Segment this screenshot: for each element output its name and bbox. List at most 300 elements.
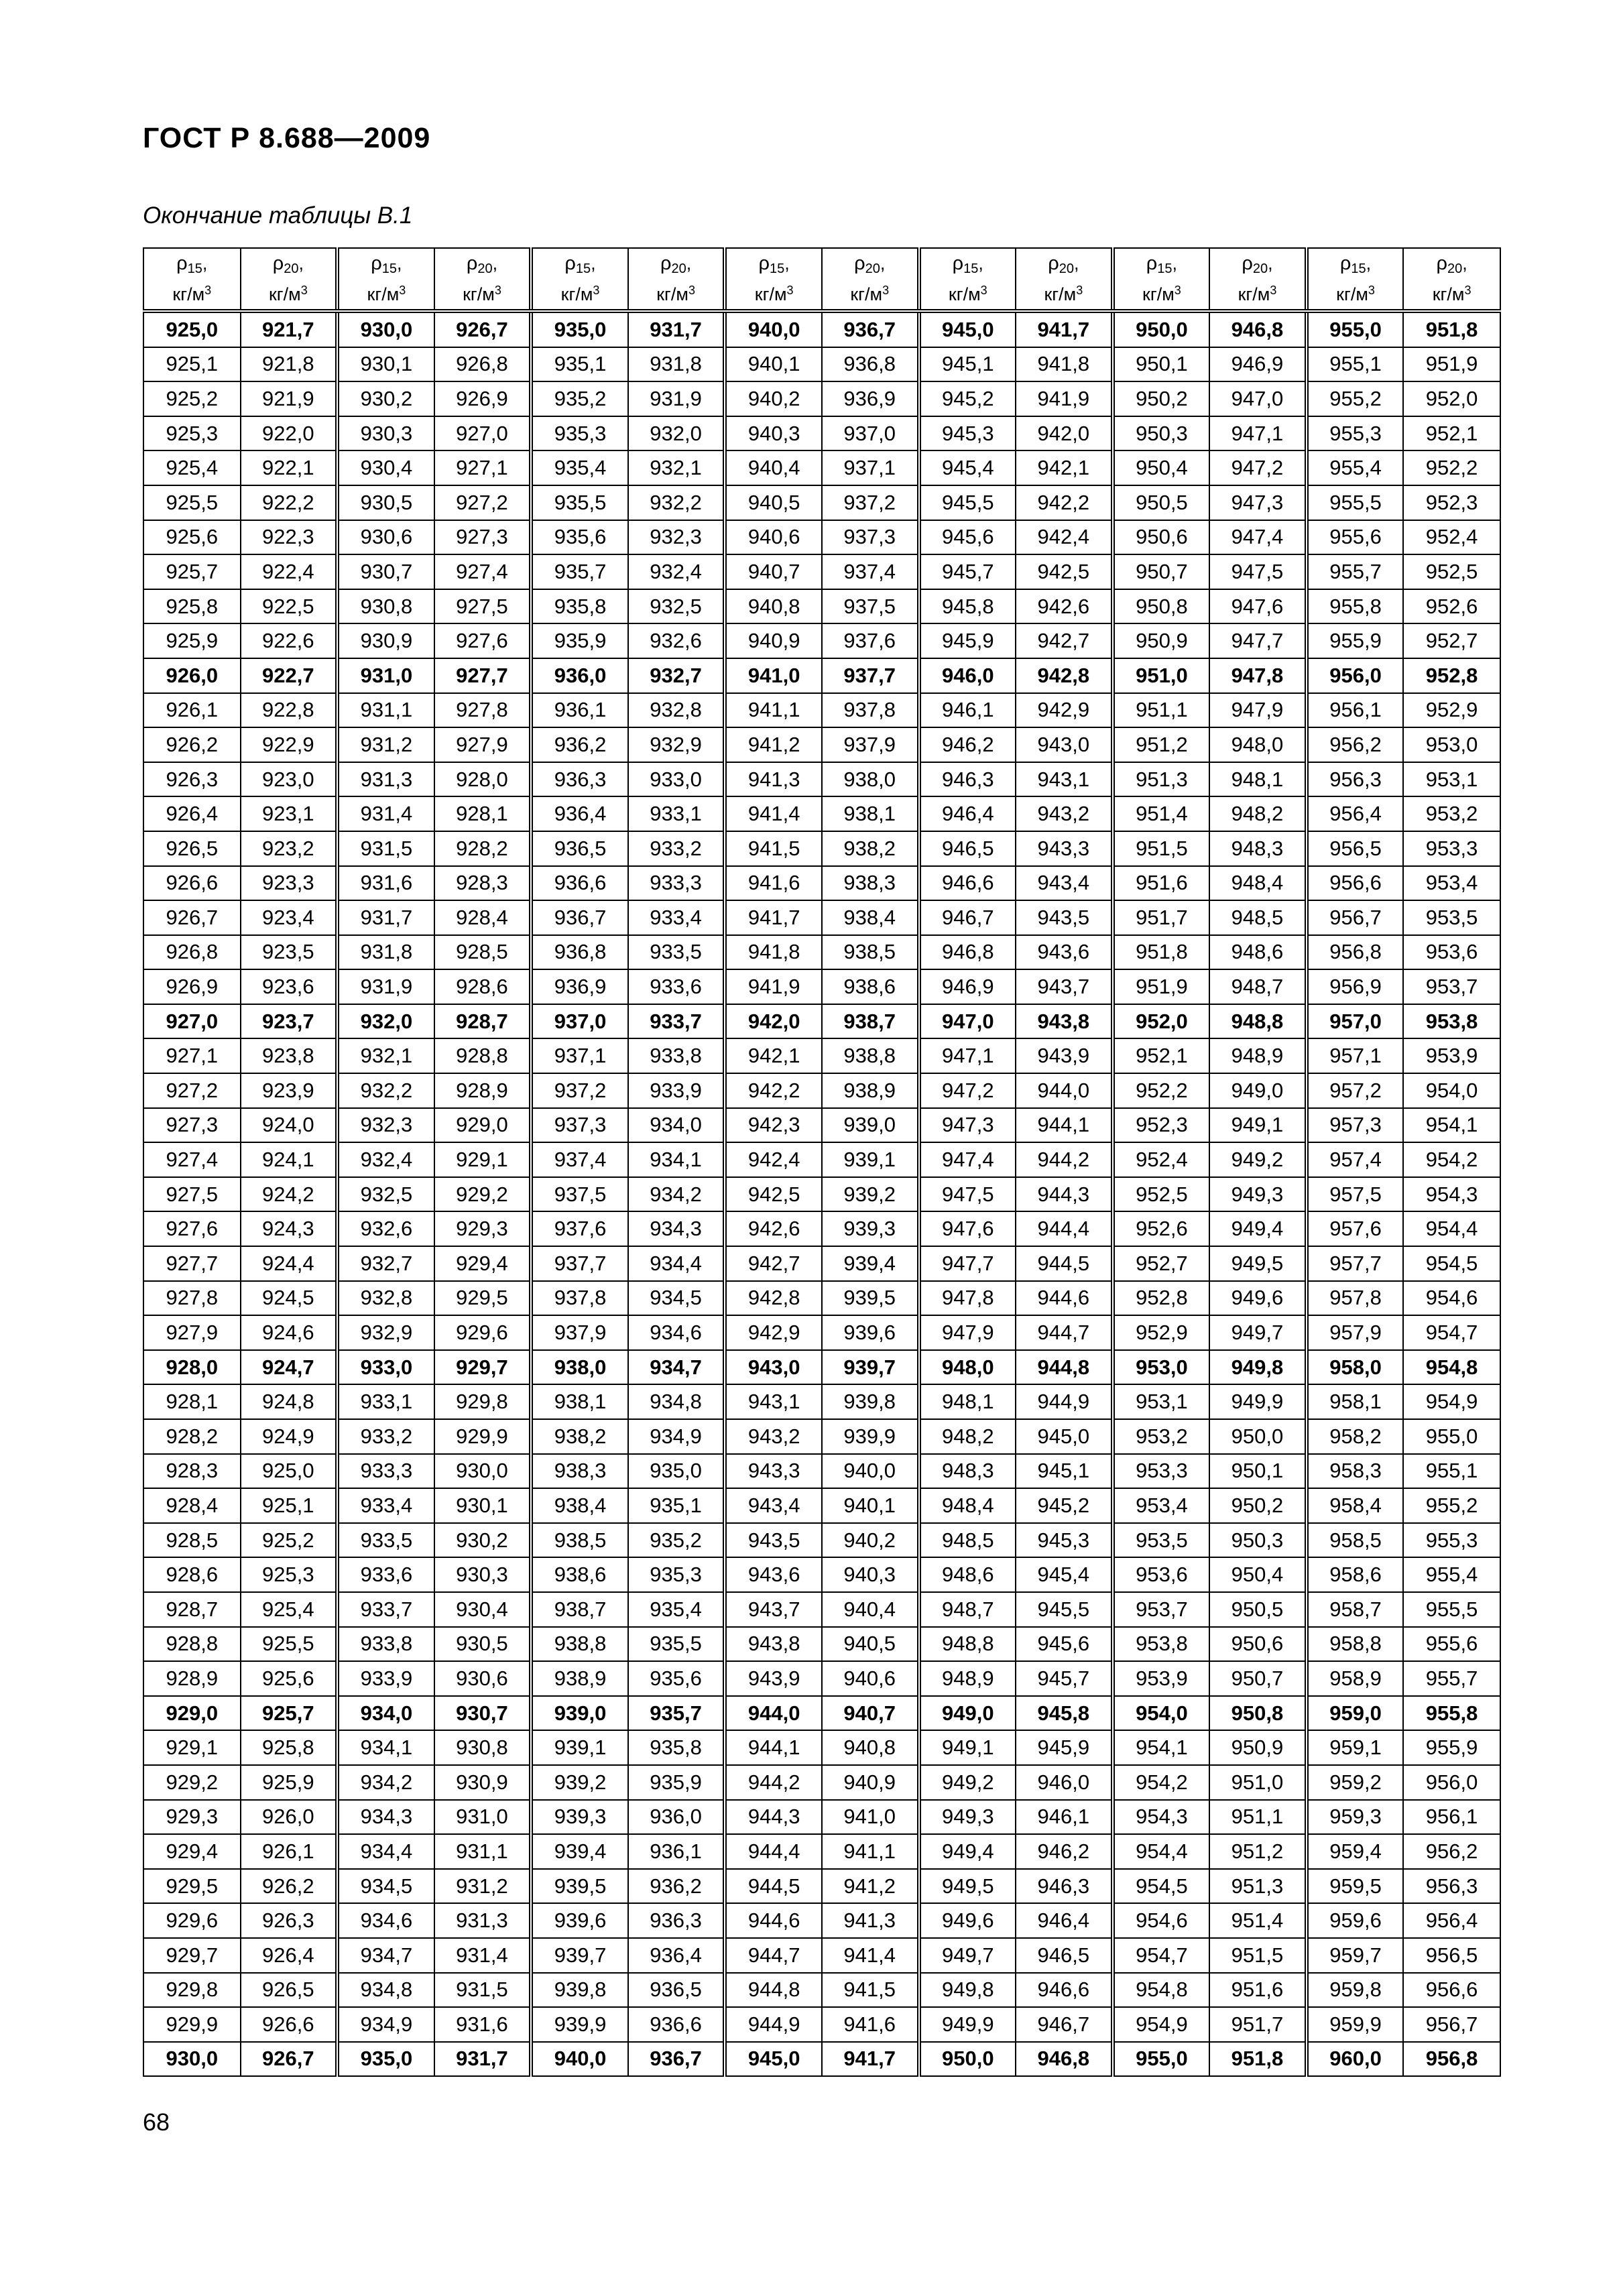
table-cell: 939,1 [531, 1730, 628, 1765]
table-cell: 931,2 [434, 1869, 532, 1904]
table-cell: 937,5 [531, 1177, 628, 1212]
table-cell: 950,1 [1209, 1454, 1307, 1489]
unit-exponent: 3 [300, 284, 308, 297]
table-cell: 927,0 [143, 1004, 241, 1039]
table-cell: 925,8 [241, 1730, 338, 1765]
table-cell: 937,6 [531, 1211, 628, 1246]
table-cell: 930,7 [337, 554, 434, 589]
table-cell: 937,6 [822, 623, 919, 658]
table-cell: 926,5 [241, 1973, 338, 2008]
table-cell: 949,2 [1209, 1142, 1307, 1177]
table-cell: 925,8 [143, 589, 241, 624]
table-cell: 928,2 [434, 831, 532, 866]
table-cell: 948,0 [919, 1350, 1016, 1385]
table-cell: 926,3 [241, 1903, 338, 1938]
table-cell: 930,9 [337, 623, 434, 658]
table-cell: 922,9 [241, 727, 338, 762]
density-table [143, 247, 1501, 2077]
table-cell: 931,0 [337, 658, 434, 693]
table-cell: 948,7 [919, 1592, 1016, 1627]
table-cell: 951,6 [1113, 866, 1210, 901]
table-cell: 947,3 [919, 1108, 1016, 1143]
table-cell: 933,2 [628, 831, 725, 866]
table-cell: 929,2 [434, 1177, 532, 1212]
table-cell: 945,5 [919, 485, 1016, 520]
table-cell: 949,9 [919, 2007, 1016, 2042]
column-header: $\rho_{15}$, $кг/м^3$ [143, 248, 241, 311]
table-row [143, 311, 1500, 347]
table-cell: 940,6 [725, 520, 822, 555]
table-cell: 950,5 [1113, 485, 1210, 520]
table-row [143, 1315, 1500, 1350]
table-cell: 943,5 [725, 1523, 822, 1558]
unit-exponent: 3 [980, 284, 987, 297]
table-cell: 940,3 [822, 1557, 919, 1592]
table-cell: 945,8 [1016, 1696, 1113, 1731]
table-cell: 936,4 [628, 1938, 725, 1973]
table-cell: 942,3 [725, 1108, 822, 1143]
table-cell: 940,1 [822, 1488, 919, 1523]
table-cell: 937,7 [531, 1246, 628, 1281]
table-cell: 940,8 [725, 589, 822, 624]
table-row [143, 935, 1500, 970]
table-cell: 927,2 [143, 1073, 241, 1108]
table-cell: 936,1 [628, 1834, 725, 1869]
table-cell: 932,7 [628, 658, 725, 693]
table-cell: 925,1 [143, 347, 241, 382]
table-cell: 949,1 [919, 1730, 1016, 1765]
table-row [143, 2042, 1500, 2077]
table-cell: 936,8 [531, 935, 628, 970]
table-cell: 946,6 [1016, 1973, 1113, 2008]
table-cell: 929,4 [143, 1834, 241, 1869]
table-cell: 949,6 [1209, 1281, 1307, 1316]
table-cell: 932,6 [337, 1211, 434, 1246]
table-cell: 944,3 [725, 1800, 822, 1835]
table-cell: 940,7 [725, 554, 822, 589]
table-cell: 936,3 [628, 1903, 725, 1938]
table-cell: 956,8 [1403, 2042, 1500, 2077]
table-cell: 942,2 [725, 1073, 822, 1108]
table-cell: 954,9 [1403, 1384, 1500, 1419]
table-cell: 958,5 [1307, 1523, 1404, 1558]
table-cell: 934,9 [628, 1419, 725, 1454]
table-row [143, 1592, 1500, 1627]
table-cell: 933,5 [628, 935, 725, 970]
table-cell: 954,5 [1403, 1246, 1500, 1281]
table-cell: 926,6 [143, 866, 241, 901]
table-cell: 923,7 [241, 1004, 338, 1039]
table-cell: 938,4 [531, 1488, 628, 1523]
table-cell: 925,7 [143, 554, 241, 589]
table-cell: 955,1 [1307, 347, 1404, 382]
table-cell: 939,4 [531, 1834, 628, 1869]
table-cell: 928,1 [434, 796, 532, 831]
temperature-subscript: 20 [1252, 261, 1268, 276]
table-cell: 943,2 [1016, 796, 1113, 831]
table-cell: 939,5 [531, 1869, 628, 1904]
table-cell: 951,3 [1209, 1869, 1307, 1904]
table-cell: 927,7 [434, 658, 532, 693]
table-cell: 942,0 [1016, 416, 1113, 451]
table-cell: 933,8 [337, 1627, 434, 1662]
table-cell: 949,7 [1209, 1315, 1307, 1350]
table-row [143, 1903, 1500, 1938]
table-cell: 927,1 [143, 1038, 241, 1073]
temperature-subscript: 20 [284, 261, 299, 276]
page-number: 68 [143, 2108, 170, 2136]
unit-exponent: 3 [593, 284, 600, 297]
temperature-subscript: 20 [671, 261, 686, 276]
table-cell: 941,7 [725, 900, 822, 935]
table-cell: 932,6 [628, 623, 725, 658]
table-cell: 926,3 [143, 762, 241, 797]
table-cell: 937,1 [822, 450, 919, 485]
table-cell: 932,1 [628, 450, 725, 485]
table-row [143, 1765, 1500, 1800]
table-cell: 938,6 [822, 969, 919, 1004]
unit-label: кг/м [268, 284, 301, 304]
table-cell: 939,0 [531, 1696, 628, 1731]
table-cell: 937,9 [822, 727, 919, 762]
table-cell: 938,5 [531, 1523, 628, 1558]
table-cell: 942,1 [725, 1038, 822, 1073]
table-cell: 951,7 [1113, 900, 1210, 935]
table-cell: 954,7 [1403, 1315, 1500, 1350]
table-cell: 930,4 [337, 450, 434, 485]
table-cell: 928,5 [434, 935, 532, 970]
table-cell: 946,9 [1209, 347, 1307, 382]
table-row [143, 1973, 1500, 2008]
table-cell: 947,5 [1209, 554, 1307, 589]
table-cell: 932,8 [337, 1281, 434, 1316]
table-cell: 954,4 [1403, 1211, 1500, 1246]
table-cell: 926,8 [143, 935, 241, 970]
table-cell: 952,4 [1403, 520, 1500, 555]
table-caption: Окончание таблицы В.1 [143, 202, 413, 229]
table-cell: 953,5 [1403, 900, 1500, 935]
table-cell: 936,7 [531, 900, 628, 935]
table-cell: 954,1 [1403, 1108, 1500, 1143]
density-symbol: ρ [758, 253, 770, 274]
table-cell: 935,4 [628, 1592, 725, 1627]
table-cell: 939,8 [822, 1384, 919, 1419]
table-cell: 949,4 [1209, 1211, 1307, 1246]
table-cell: 938,3 [531, 1454, 628, 1489]
table-cell: 928,1 [143, 1384, 241, 1419]
table-row [143, 1454, 1500, 1489]
table-cell: 949,6 [919, 1903, 1016, 1938]
table-cell: 947,8 [919, 1281, 1016, 1316]
table-cell: 936,4 [531, 796, 628, 831]
table-cell: 924,2 [241, 1177, 338, 1212]
table-cell: 946,1 [919, 693, 1016, 728]
table-cell: 945,2 [919, 381, 1016, 416]
table-cell: 950,4 [1113, 450, 1210, 485]
table-cell: 926,0 [241, 1800, 338, 1835]
table-cell: 945,4 [1016, 1557, 1113, 1592]
table-cell: 955,3 [1307, 416, 1404, 451]
table-row [143, 969, 1500, 1004]
table-cell: 939,1 [822, 1142, 919, 1177]
table-cell: 947,3 [1209, 485, 1307, 520]
table-cell: 954,6 [1113, 1903, 1210, 1938]
table-cell: 946,7 [919, 900, 1016, 935]
table-cell: 931,8 [337, 935, 434, 970]
table-cell: 924,6 [241, 1315, 338, 1350]
table-cell: 957,2 [1307, 1073, 1404, 1108]
table-cell: 952,9 [1403, 693, 1500, 728]
table-cell: 943,8 [1016, 1004, 1113, 1039]
table-row [143, 1281, 1500, 1316]
table-cell: 957,6 [1307, 1211, 1404, 1246]
table-cell: 933,8 [628, 1038, 725, 1073]
table-cell: 944,9 [1016, 1384, 1113, 1419]
table-cell: 951,2 [1209, 1834, 1307, 1869]
table-cell: 933,0 [628, 762, 725, 797]
table-cell: 937,4 [531, 1142, 628, 1177]
table-cell: 942,6 [725, 1211, 822, 1246]
table-cell: 945,0 [919, 311, 1016, 347]
table-cell: 955,5 [1403, 1592, 1500, 1627]
table-cell: 933,3 [337, 1454, 434, 1489]
table-cell: 928,8 [143, 1627, 241, 1662]
table-cell: 951,8 [1113, 935, 1210, 970]
table-cell: 954,4 [1113, 1834, 1210, 1869]
table-cell: 935,7 [628, 1696, 725, 1731]
table-cell: 938,0 [822, 762, 919, 797]
table-cell: 939,2 [822, 1177, 919, 1212]
table-cell: 952,4 [1113, 1142, 1210, 1177]
table-cell: 933,7 [337, 1592, 434, 1627]
table-cell: 952,0 [1403, 381, 1500, 416]
table-row [143, 831, 1500, 866]
density-table-container [143, 247, 1501, 2077]
table-cell: 958,6 [1307, 1557, 1404, 1592]
unit-label: кг/м [560, 284, 593, 304]
table-cell: 959,9 [1307, 2007, 1404, 2042]
table-cell: 931,7 [337, 900, 434, 935]
table-cell: 935,3 [628, 1557, 725, 1592]
table-cell: 952,1 [1113, 1038, 1210, 1073]
table-cell: 929,8 [143, 1973, 241, 2008]
table-cell: 951,8 [1403, 311, 1500, 347]
table-cell: 934,7 [337, 1938, 434, 1973]
unit-exponent: 3 [399, 284, 406, 297]
table-cell: 948,8 [919, 1627, 1016, 1662]
table-cell: 938,1 [531, 1384, 628, 1419]
table-cell: 949,9 [1209, 1384, 1307, 1419]
table-cell: 952,3 [1403, 485, 1500, 520]
table-cell: 944,8 [725, 1973, 822, 2008]
table-cell: 943,1 [1016, 762, 1113, 797]
table-cell: 926,9 [143, 969, 241, 1004]
temperature-subscript: 15 [1157, 261, 1173, 276]
table-cell: 935,1 [531, 347, 628, 382]
table-cell: 929,4 [434, 1246, 532, 1281]
table-cell: 942,1 [1016, 450, 1113, 485]
table-cell: 926,0 [143, 658, 241, 693]
table-cell: 945,0 [725, 2042, 822, 2077]
table-cell: 939,6 [822, 1315, 919, 1350]
table-cell: 927,9 [143, 1315, 241, 1350]
table-cell: 929,3 [434, 1211, 532, 1246]
table-cell: 953,3 [1113, 1454, 1210, 1489]
table-cell: 955,6 [1403, 1627, 1500, 1662]
table-cell: 957,4 [1307, 1142, 1404, 1177]
table-row [143, 485, 1500, 520]
table-cell: 943,4 [1016, 866, 1113, 901]
table-cell: 952,6 [1403, 589, 1500, 624]
table-cell: 952,1 [1403, 416, 1500, 451]
table-cell: 934,0 [628, 1108, 725, 1143]
table-cell: 952,5 [1403, 554, 1500, 589]
table-cell: 931,1 [337, 693, 434, 728]
table-cell: 932,3 [628, 520, 725, 555]
density-symbol: ρ [660, 253, 672, 274]
table-cell: 929,9 [434, 1419, 532, 1454]
table-cell: 934,3 [628, 1211, 725, 1246]
table-cell: 945,2 [1016, 1488, 1113, 1523]
table-cell: 943,6 [1016, 935, 1113, 970]
table-cell: 932,0 [337, 1004, 434, 1039]
table-cell: 937,0 [531, 1004, 628, 1039]
table-cell: 945,1 [919, 347, 1016, 382]
table-cell: 923,5 [241, 935, 338, 970]
table-cell: 941,7 [822, 2042, 919, 2077]
table-cell: 926,9 [434, 381, 532, 416]
table-cell: 953,0 [1403, 727, 1500, 762]
table-cell: 943,7 [725, 1592, 822, 1627]
density-symbol: ρ [272, 253, 284, 274]
table-cell: 953,4 [1403, 866, 1500, 901]
table-cell: 959,4 [1307, 1834, 1404, 1869]
table-cell: 955,5 [1307, 485, 1404, 520]
table-cell: 947,4 [1209, 520, 1307, 555]
table-cell: 927,5 [434, 589, 532, 624]
table-cell: 935,3 [531, 416, 628, 451]
table-row [143, 520, 1500, 555]
table-cell: 944,5 [725, 1869, 822, 1904]
table-row [143, 450, 1500, 485]
table-cell: 925,0 [143, 311, 241, 347]
table-cell: 936,2 [531, 727, 628, 762]
table-cell: 952,0 [1113, 1004, 1210, 1039]
table-cell: 939,2 [531, 1765, 628, 1800]
unit-label: кг/м [1044, 284, 1077, 304]
table-cell: 947,0 [1209, 381, 1307, 416]
table-cell: 923,4 [241, 900, 338, 935]
table-cell: 924,7 [241, 1350, 338, 1385]
table-cell: 947,0 [919, 1004, 1016, 1039]
table-cell: 932,2 [628, 485, 725, 520]
table-row [143, 866, 1500, 901]
table-cell: 935,8 [531, 589, 628, 624]
table-cell: 948,3 [1209, 831, 1307, 866]
table-cell: 953,3 [1403, 831, 1500, 866]
table-cell: 950,3 [1113, 416, 1210, 451]
table-cell: 956,1 [1403, 1800, 1500, 1835]
table-cell: 938,9 [531, 1661, 628, 1696]
table-row [143, 1730, 1500, 1765]
table-cell: 926,4 [143, 796, 241, 831]
temperature-subscript: 15 [187, 261, 202, 276]
table-cell: 928,9 [143, 1661, 241, 1696]
table-cell: 951,0 [1209, 1765, 1307, 1800]
table-cell: 951,4 [1113, 796, 1210, 831]
table-cell: 947,9 [1209, 693, 1307, 728]
table-cell: 926,7 [143, 900, 241, 935]
table-cell: 937,7 [822, 658, 919, 693]
table-cell: 959,3 [1307, 1800, 1404, 1835]
table-cell: 942,5 [1016, 554, 1113, 589]
table-cell: 944,1 [725, 1730, 822, 1765]
table-cell: 945,7 [919, 554, 1016, 589]
table-cell: 946,1 [1016, 1800, 1113, 1835]
table-cell: 935,2 [531, 381, 628, 416]
column-header: $\rho_{15}$, $кг/м^3$ [725, 248, 822, 311]
table-cell: 927,1 [434, 450, 532, 485]
table-cell: 938,2 [822, 831, 919, 866]
table-cell: 939,3 [822, 1211, 919, 1246]
table-cell: 927,3 [434, 520, 532, 555]
table-cell: 934,6 [337, 1903, 434, 1938]
table-cell: 923,0 [241, 762, 338, 797]
table-cell: 958,7 [1307, 1592, 1404, 1627]
table-cell: 935,0 [337, 2042, 434, 2077]
table-cell: 956,2 [1403, 1834, 1500, 1869]
table-cell: 949,4 [919, 1834, 1016, 1869]
column-header: $\rho_{15}$, $кг/м^3$ [531, 248, 628, 311]
table-cell: 940,1 [725, 347, 822, 382]
unit-label: кг/м [656, 284, 688, 304]
table-row [143, 796, 1500, 831]
table-cell: 942,8 [725, 1281, 822, 1316]
table-cell: 950,7 [1209, 1661, 1307, 1696]
table-row [143, 1177, 1500, 1212]
table-cell: 936,1 [531, 693, 628, 728]
table-cell: 953,6 [1113, 1557, 1210, 1592]
table-cell: 935,9 [628, 1765, 725, 1800]
table-cell: 928,3 [143, 1454, 241, 1489]
table-cell: 939,5 [822, 1281, 919, 1316]
table-cell: 950,8 [1209, 1696, 1307, 1731]
table-cell: 941,2 [725, 727, 822, 762]
table-cell: 926,8 [434, 347, 532, 382]
table-cell: 943,1 [725, 1384, 822, 1419]
table-cell: 953,7 [1113, 1592, 1210, 1627]
table-cell: 950,7 [1113, 554, 1210, 589]
table-cell: 942,6 [1016, 589, 1113, 624]
table-cell: 938,7 [531, 1592, 628, 1627]
table-row [143, 1800, 1500, 1835]
table-cell: 933,4 [337, 1488, 434, 1523]
table-cell: 941,1 [822, 1834, 919, 1869]
table-cell: 951,8 [1209, 2042, 1307, 2077]
table-cell: 935,0 [628, 1454, 725, 1489]
table-cell: 946,5 [1016, 1938, 1113, 1973]
unit-label: кг/м [172, 284, 205, 304]
unit-exponent: 3 [204, 284, 212, 297]
table-cell: 940,5 [725, 485, 822, 520]
density-symbol: ρ [1242, 253, 1253, 274]
table-cell: 954,3 [1113, 1800, 1210, 1835]
table-cell: 944,0 [1016, 1073, 1113, 1108]
table-cell: 941,9 [725, 969, 822, 1004]
table-cell: 927,4 [434, 554, 532, 589]
table-cell: 938,4 [822, 900, 919, 935]
table-row [143, 1142, 1500, 1177]
